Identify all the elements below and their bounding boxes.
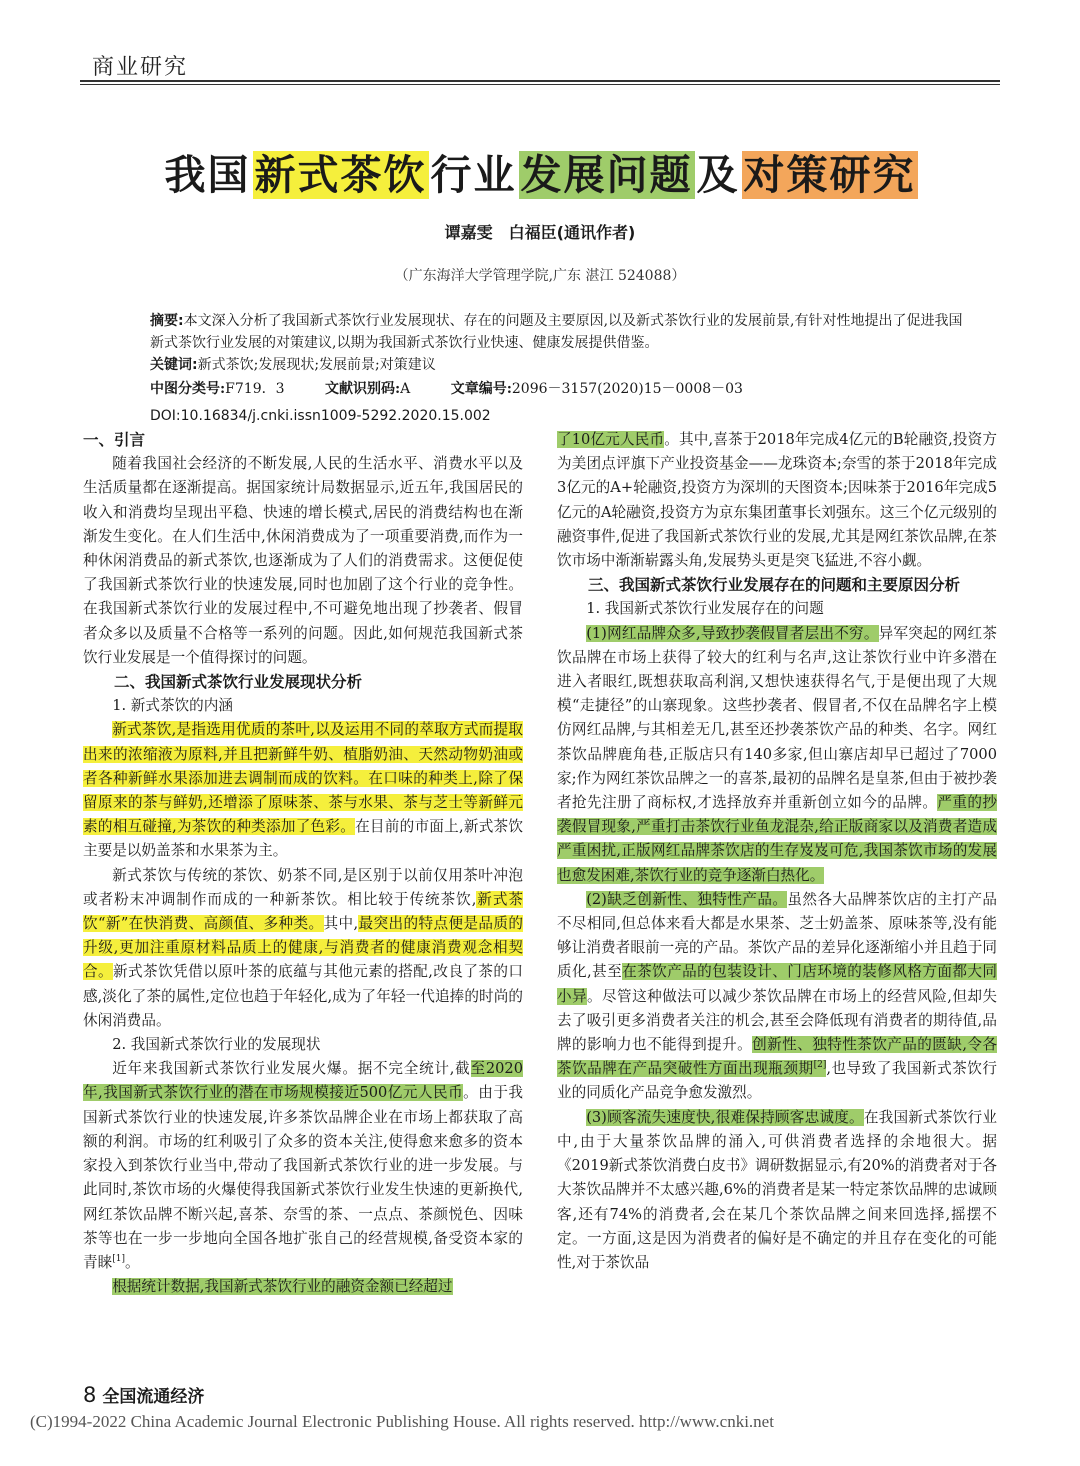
heading-introduction: 一、引言 [83, 431, 146, 449]
doi: DOI:10.16834/j.cnki.issn1009-5292.2020.15.002 [150, 408, 491, 424]
journal-name: 全国流通经济 [102, 1387, 205, 1407]
text: 在我国新式茶饮行业中,由于大量茶饮品牌的涌入,可供消费者选择的余地很大。据《2019新式茶饮消费白皮书》调研数据显示,有20%的消费者对于各大茶饮品牌并不太感兴趣,6%的消费者是某一特定茶饮品牌的忠诚顾客,还有74%的消费者,会在某几个茶饮品牌之间来回选择,摇摆不定。一方面,这是因为消费者的偏好是不确定的并且存在变化的可能性,对于茶饮品 [557, 1108, 997, 1271]
text: ,也导致了我国新式茶饮行业的同质化产品竞争愈发激烈。 [557, 1060, 997, 1102]
citation: [1] [112, 1254, 125, 1265]
article-title [0, 142, 1080, 201]
highlight-yellow: 新式茶饮“新”在快消费、高颜值、多种类。 [83, 890, 523, 933]
paragraph [83, 864, 523, 1033]
abstract-text: 本文深入分析了我国新式茶饮行业发展现状、存在的问题及主要原因,以及新式茶饮行业的发展前景,有针对性地提出了促进我国新式茶饮行业发展的对策建议,以期为我国新式茶饮行业快速、健康发展提供借鉴。 [150, 313, 963, 351]
text: 虽然各大品牌茶饮店的主打产品不尽相同,但总体来看大都是水果茶、芝士奶盖茶、原味茶等,没有能够让消费者眼前一亮的产品。茶饮产品的差异化逐渐缩小并且趋于同质化,甚至 [557, 890, 997, 981]
text: 。 [124, 1253, 140, 1271]
paragraph: 随着我国社会经济的不断发展,人民的生活水平、消费水平以及生活质量都在逐渐提高。据国家统计局数据显示,近五年,我国居民的收入和消费均呈现出平稳、快速的增长模式,居民的消费结构也在渐渐发生变化。在人们生活中,休闲消费成为了一项重要消费,而作为一种休闲消费品的新式茶饮,也逐渐成为了人们的消费需求。这便促使了我国新式茶饮行业的快速发展,同时也加剧了这个行业的竞争性。在我国新式茶饮行业的发展过程中,不可避免地出现了抄袭者、假冒者众多以及质量不合格等一系列的问题。因此,如何规范我国新式茶饮行业发展是一个值得探讨的问题。 [83, 455, 523, 666]
title-highlight-orange: 对策研究 [743, 151, 916, 199]
header-rule-thin [80, 84, 1000, 85]
title-part: 我国 [164, 151, 251, 199]
subheading: 1. 我国新式茶饮行业发展存在的问题 [586, 600, 824, 618]
abstract [150, 310, 970, 376]
highlight-green: 至2020年,我国新式茶饮行业的潜在市场规模接近500亿元人民币 [83, 1060, 523, 1102]
doccode-value: A [400, 381, 411, 397]
paragraph [83, 1057, 523, 1275]
paragraph [557, 1106, 997, 1275]
subheading: 2. 我国新式茶饮行业的发展现状 [112, 1036, 321, 1054]
text: 新式茶饮与传统的茶饮、奶茶不同,是区别于以前仅用茶叶冲泡或者粉末冲调制作而成的一种新茶饮。相比较于传统茶饮, [83, 866, 523, 908]
title-highlight-green: 发展问题 [520, 151, 693, 199]
text: 。由于我国新式茶饮行业的快速发展,许多茶饮品牌企业在市场上都获取了高额的利润。市场的红利吸引了众多的资本关注,使得愈来愈多的资本家投入到茶饮行业当中,带动了我国新式茶饮行业的进一步发展。与此同时,茶饮市场的火爆使得我国新式茶饮行业发生快速的更新换代,网红茶饮品牌不断兴起,喜茶、奈雪的茶、一点点、茶颜悦色、因味茶等也在一步一步地向全国各地扩张自己的经营规模,备受资本家的青睐 [83, 1084, 523, 1271]
keywords: 新式茶饮;发展现状;发展前景;对策建议 [197, 357, 436, 373]
highlight-green: 严重的抄袭假冒现象,严重打击茶饮行业鱼龙混杂,给正版商家以及消费者造成严重困扰,正版网红品牌茶饮店的生存岌岌可危,我国茶饮市场的发展也愈发困难,茶饮行业的竞争逐渐白热化。 [557, 794, 997, 884]
left-column [83, 428, 523, 1299]
authors: 谭嘉雯 白福臣(通讯作者) [444, 223, 636, 242]
text: 。尽管这种做法可以减少茶饮品牌在市场上的经营风险,但却失去了吸引更多消费者关注的机会,甚至会降低现有消费者的期待值,品牌的影响力也不能得到提升。 [557, 987, 997, 1054]
page-footer [83, 1382, 204, 1407]
article-number-label: 文章编号: [450, 381, 512, 397]
heading-status: 二、我国新式茶饮行业发展现状分析 [114, 673, 363, 692]
highlight-green: 根据统计数据,我国新式茶饮行业的融资金额已经超过 [112, 1278, 453, 1296]
clc-value: F719．3 [225, 381, 285, 397]
title-part: 行业 [430, 151, 517, 199]
text: 新式茶饮凭借以原叶茶的底蕴与其他元素的搭配,改良了茶的口感,淡化了茶的属性,定位也趋于年轻化,成为了年轻一代追捧的时尚的休闲消费品。 [83, 963, 523, 1029]
header-rule [80, 80, 1000, 82]
page-number: 8 [83, 1383, 97, 1407]
highlight-green: 在茶饮产品的包装设计、门店环境的装修风格方面都大同小异 [557, 963, 997, 1005]
citation: [2] [813, 1060, 827, 1071]
heading-problems: 三、我国新式茶饮行业发展存在的问题和主要原因分析 [588, 576, 961, 595]
subheading: 1. 新式茶饮的内涵 [112, 697, 233, 715]
article-number: 2096－3157(2020)15－0008－03 [511, 381, 743, 397]
highlight-green: 创新性、独特性茶饮产品的匮缺,令各茶饮品牌在产品突破性方面出现瓶颈期[2] [557, 1036, 997, 1078]
highlight-green: 了10亿元人民币 [557, 431, 665, 448]
highlight-yellow: 新式茶饮,是指选用优质的茶叶,以及运用不同的萃取方式而提取出来的浓缩液为原料,并且把新鲜牛奶、植脂奶油、天然动物奶油或者各种新鲜水果添加进去调制而成的饮料。在口味的种类上,除了保留原来的茶与鲜奶,还增添了原味茶、茶与水果、茶与芝士等新鲜元素的相互碰撞,为茶饮的种类添加了色彩。 [83, 721, 523, 836]
paragraph [557, 622, 997, 888]
text: 在目前的市面上,新式茶饮主要是以奶盖茶和水果茶为主。 [83, 818, 523, 860]
text: 。其中,喜茶于2018年完成4亿元的B轮融资,投资方为美团点评旗下产业投资基金——龙珠资本;奈雪的茶于2018年完成3亿元的A+轮融资,投资方为深圳的天图资本;因味茶于2016年完成5亿元的A轮融资,投资方为京东集团董事长刘强东。这三个亿元级别的融资事件,促进了我国新式茶饮行业的发展,尤其是网红茶饮品牌,在茶饮市场中渐渐崭露头角,发展势头更是突飞猛进,不容小觑。 [557, 431, 997, 570]
title-part: 及 [696, 151, 740, 199]
highlight-green: (3)顾客流失速度快,很难保持顾客忠诚度。 [586, 1108, 864, 1126]
section-label: 商业研究 [92, 55, 189, 80]
right-column [557, 428, 997, 1275]
clc-label: 中图分类号: [150, 381, 226, 397]
copyright-line: (C)1994-2022 China Academic Journal Electronic Publishing House. All rights reserved. http://www.cnki.net [30, 1412, 774, 1431]
paragraph [83, 718, 523, 863]
title-highlight-yellow: 新式茶饮 [254, 151, 427, 199]
classification-row [150, 378, 779, 398]
text: 其中, [323, 915, 359, 933]
paragraph [557, 888, 997, 1106]
abstract-label: 摘要: [150, 313, 184, 329]
text: 异军突起的网红茶饮品牌在市场上获得了较大的红利与名声,这让茶饮行业中许多潜在进入者眼红,既想获取高利润,又想快速获得名气,于是便出现了大规模“走捷径”的山寨现象。这些抄袭者、假冒者,不仅在品牌名字上模仿网红品牌,与其相差无几,甚至还抄袭茶饮产品的种类、名字。网红茶饮品牌鹿角巷,正版店只有140多家,但山寨店却早已超过了7000家;作为网红茶饮品牌之一的喜茶,最初的品牌名是皇茶,但由于被抄袭者抢先注册了商标权,才选择放弃并重新创立如今的品牌。 [557, 624, 997, 812]
paragraph [83, 1275, 523, 1299]
text: 近年来我国新式茶饮行业发展火爆。据不完全统计,截 [112, 1060, 471, 1078]
highlight-yellow: 最突出的特点便是品质的升级,更加注重原材料品质上的健康,与消费者的健康消费观念相契合。 [83, 915, 523, 981]
highlight-green: (1)网红品牌众多,导致抄袭假冒者层出不穷。 [586, 624, 879, 642]
doccode-label: 文献识别码: [324, 381, 401, 397]
keywords-label: 关键词: [150, 357, 198, 373]
paragraph [557, 428, 997, 573]
affiliation: （广东海洋大学管理学院,广东 湛江 524088） [394, 268, 686, 284]
highlight-green: (2)缺乏创新性、独特性产品。 [586, 890, 788, 908]
